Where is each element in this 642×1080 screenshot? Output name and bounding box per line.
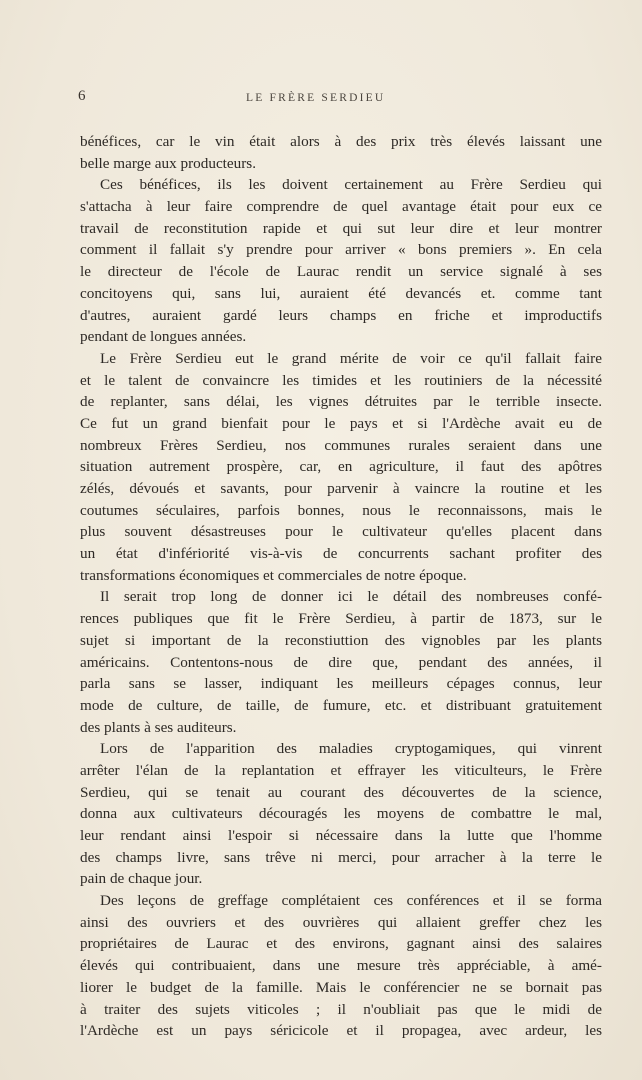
text-line: d'autres, auraient gardé leurs champs en friche et improductifs bbox=[80, 306, 602, 324]
text-line: parla sans se lasser, indiquant les meilleurs cépages connus, leur bbox=[80, 675, 602, 693]
text-line: propriétaires de Laurac et des environs, gagnant ainsi des salaires bbox=[80, 935, 602, 953]
text-line: Ces bénéfices, ils les doivent certainement au Frère Serdieu qui bbox=[100, 176, 602, 194]
text-line: pain de chaque jour. bbox=[80, 870, 203, 888]
text-line: ainsi des ouvriers et des ouvrières qui allaient greffer chez les bbox=[80, 913, 602, 931]
text-line: pendant de longues années. bbox=[80, 328, 247, 346]
text-line: nombreux Frères Serdieu, nos communes rurales seraient dans une bbox=[80, 436, 602, 454]
text-line: Serdieu, qui se tenait au courant des découvertes de la science, bbox=[80, 783, 602, 801]
text-line: Le Frère Serdieu eut le grand mérite de voir ce qu'il fallait faire bbox=[100, 349, 602, 367]
text-line: transformations économiques et commerciales de notre époque. bbox=[80, 566, 467, 584]
text-line: le directeur de l'école de Laurac rendit un service signalé à ses bbox=[80, 263, 602, 281]
text-line: mode de culture, de taille, de fumure, etc. et distribuant gratuitement bbox=[80, 696, 602, 714]
text-line: arrêter l'élan de la replantation et effrayer les viticulteurs, le Frère bbox=[80, 761, 602, 779]
text-line: américains. Contentons-nous de dire que, pendant des années, il bbox=[80, 653, 602, 671]
text-line: travail de reconstitution rapide et qui sut leur dire et leur montrer bbox=[80, 219, 602, 237]
text-line: donna aux cultivateurs découragés les moyens de combattre le mal, bbox=[80, 805, 602, 823]
text-line: plus souvent désastreuses pour le cultivateur qu'elles placent dans bbox=[80, 523, 602, 541]
text-line: concitoyens qui, sans lui, auraient été devancés et. comme tant bbox=[80, 284, 602, 302]
running-title: LE FRÈRE SERDIEU bbox=[246, 92, 386, 104]
text-line: rences publiques que fit le Frère Serdieu, à partir de 1873, sur le bbox=[80, 610, 602, 628]
text-line: l'Ardèche est un pays séricicole et il propagea, avec ardeur, les bbox=[80, 1022, 602, 1040]
text-line: zélés, dévoués et savants, pour parvenir à vaincre la routine et les bbox=[80, 480, 602, 497]
text-line: Il serait trop long de donner ici le détail des nombreuses confé- bbox=[100, 588, 602, 606]
text-line: à traiter des sujets viticoles ; il n'oubliait pas que le midi de bbox=[80, 1000, 602, 1018]
text-line: Ce fut un grand bienfait pour le pays et si l'Ardèche avait eu de bbox=[80, 414, 602, 432]
text-line: des champs livre, sans trêve ni merci, pour arracher à la terre le bbox=[80, 848, 602, 866]
text-line: un état d'infériorité vis-à-vis de concurrents sachant profiter des bbox=[80, 545, 602, 563]
page-number: 6 bbox=[78, 88, 86, 104]
text-line: bénéfices, car le vin était alors à des prix très élevés laissant une bbox=[80, 133, 602, 150]
text-line: liorer le budget de la famille. Mais le conférencier ne se bornait pas bbox=[80, 978, 602, 996]
text-line: belle marge aux producteurs. bbox=[80, 154, 256, 172]
text-line: s'attacha à leur faire comprendre de quel avantage était pour eux ce bbox=[80, 198, 602, 216]
body-text bbox=[80, 131, 602, 1042]
text-line: comment il fallait s'y prendre pour arriver « bons premiers ». En cela bbox=[80, 241, 602, 259]
text-line: situation autrement prospère, car, en agriculture, il faut des apôtres bbox=[80, 458, 602, 476]
text-line: Lors de l'apparition des maladies cryptogamiques, qui vinrent bbox=[100, 740, 602, 758]
text-line: sujet si important de la reconstiuttion des vignobles par les plants bbox=[80, 631, 602, 649]
text-line: leur rendant ainsi l'espoir si nécessaire dans la lutte que l'homme bbox=[80, 827, 602, 844]
text-line: Des leçons de greffage complétaient ces conférences et il se forma bbox=[100, 892, 602, 910]
text-line: des plants à ses auditeurs. bbox=[80, 718, 237, 736]
text-line: élevés qui contribuaient, dans une mesure très appréciable, à amé- bbox=[80, 957, 602, 975]
text-line: coutumes séculaires, parfois bonnes, nous le reconnaissons, mais le bbox=[80, 501, 602, 519]
text-line: de replanter, sans délai, les vignes détruites par le terrible insecte. bbox=[80, 393, 602, 411]
page-header bbox=[78, 88, 604, 110]
text-line: et le talent de convaincre les timides et les routiniers de la nécessité bbox=[80, 371, 602, 389]
